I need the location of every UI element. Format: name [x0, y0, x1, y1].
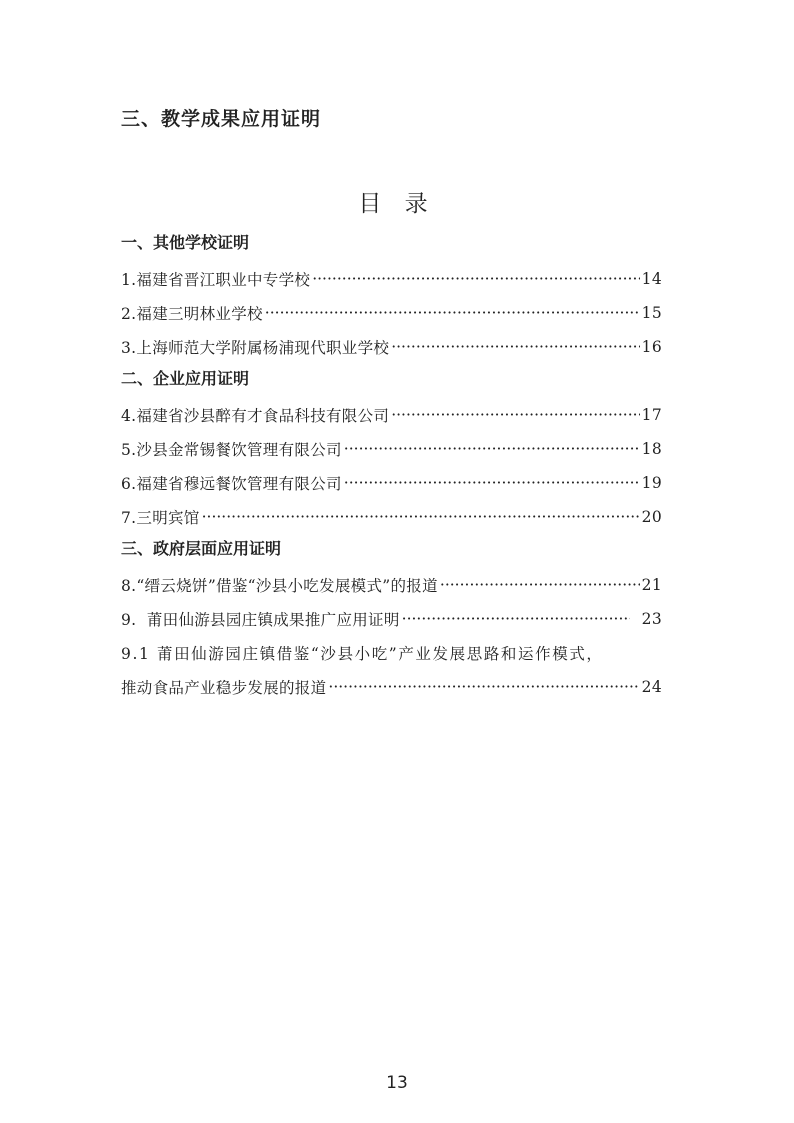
toc-leader-dots — [391, 338, 639, 356]
toc-entry[interactable] — [121, 466, 662, 500]
toc-entry-page: 19 — [641, 474, 662, 492]
table-of-contents — [121, 228, 662, 704]
toc-entry-label: 1.福建省晋江职业中专学校 — [121, 271, 311, 289]
toc-entry-label: 2.福建三明林业学校 — [121, 305, 263, 323]
toc-leader-dots — [344, 440, 640, 458]
toc-entry-label: 6.福建省穆远餐饮管理有限公司 — [121, 475, 342, 493]
toc-leader-dots — [265, 304, 640, 322]
toc-leader-dots — [344, 474, 640, 492]
toc-leader-dots — [328, 678, 639, 696]
toc-entry-label: 4.福建省沙县醉有才食品科技有限公司 — [121, 407, 390, 425]
toc-entry-label: 7.三明宾馆 — [121, 509, 200, 527]
toc-entry-page: 17 — [641, 406, 662, 424]
toc-entry-page: 20 — [641, 508, 662, 526]
toc-entry-page: 16 — [641, 338, 662, 356]
toc-entry-label: 9.1 莆田仙游园庄镇借鉴“沙县小吃”产业发展思路和运作模式， — [121, 645, 604, 663]
toc-entry[interactable] — [121, 432, 662, 466]
toc-section-title: 三、政府层面应用证明 — [121, 539, 282, 558]
page-number: 13 — [386, 1073, 408, 1093]
toc-leader-dots — [402, 610, 630, 628]
toc-entry[interactable] — [121, 670, 662, 704]
toc-entry-label: 8.“缙云烧饼”借鉴“沙县小吃发展模式”的报道 — [121, 577, 438, 595]
toc-leader-dots — [440, 576, 640, 594]
toc-title: 目 录 — [358, 191, 436, 217]
toc-entry-label: 5.沙县金常锡餐饮管理有限公司 — [121, 441, 342, 459]
toc-entry-wrapped-line[interactable] — [121, 636, 662, 670]
toc-leader-dots — [312, 270, 639, 288]
toc-entry[interactable] — [121, 296, 662, 330]
toc-entry-page: 23 — [641, 610, 662, 628]
toc-entry-page: 18 — [641, 440, 662, 458]
toc-entry[interactable] — [121, 602, 662, 636]
toc-entry[interactable] — [121, 500, 662, 534]
toc-entry[interactable] — [121, 568, 662, 602]
toc-leader-dots — [202, 508, 640, 526]
toc-entry-page: 15 — [641, 304, 662, 322]
toc-entry-label: 推动食品产业稳步发展的报道 — [121, 679, 327, 697]
toc-entry[interactable] — [121, 330, 662, 364]
page-heading: 三、教学成果应用证明 — [121, 108, 322, 130]
toc-section-title: 二、企业应用证明 — [121, 369, 250, 388]
toc-entry[interactable] — [121, 398, 662, 432]
toc-leader-dots — [391, 406, 639, 424]
toc-section-title: 一、其他学校证明 — [121, 233, 250, 252]
toc-entry-page: 24 — [641, 678, 662, 696]
toc-entry-label: 9. 莆田仙游县园庄镇成果推广应用证明 — [121, 611, 400, 629]
toc-entry-page: 21 — [641, 576, 662, 594]
toc-entry[interactable] — [121, 262, 662, 296]
toc-entry-page: 14 — [641, 270, 662, 288]
toc-entry-label: 3.上海师范大学附属杨浦现代职业学校 — [121, 339, 390, 357]
